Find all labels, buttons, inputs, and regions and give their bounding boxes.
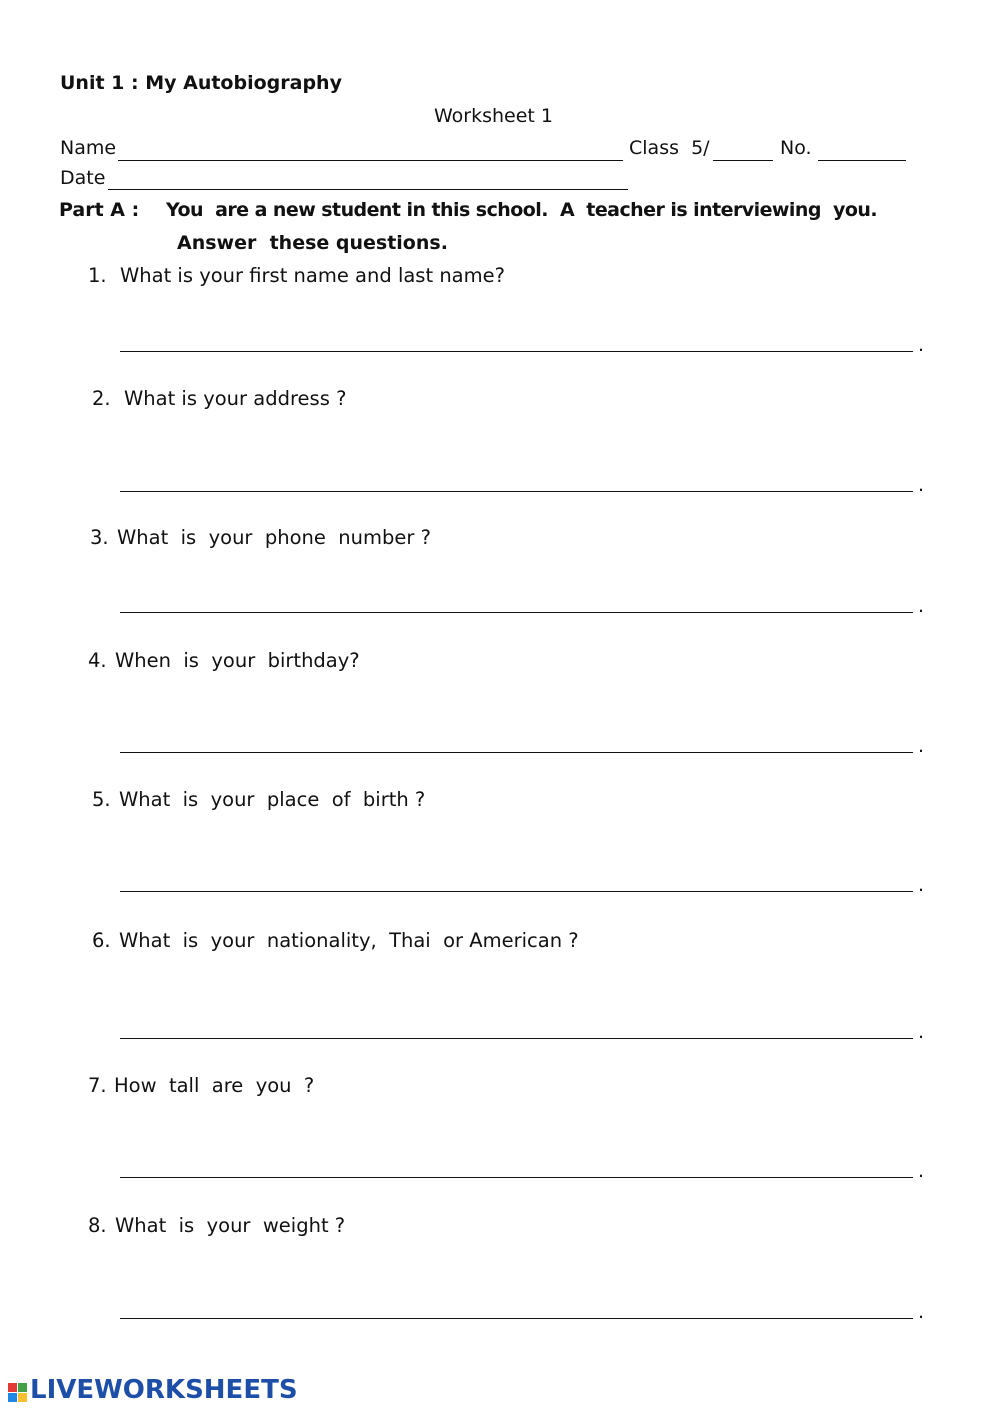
date-label: Date — [60, 167, 106, 189]
part-a-label: Part A : — [59, 199, 140, 221]
question-text: What is your first name and last name? — [120, 264, 505, 287]
part-a-instruction-line1: You are a new student in this school. A teacher is interviewing you. — [166, 199, 878, 221]
date-answer-line[interactable] — [108, 189, 628, 190]
answer-line[interactable] — [120, 752, 913, 753]
question-number: 2. — [92, 387, 111, 410]
answer-line[interactable] — [120, 1177, 913, 1178]
answer-line[interactable] — [120, 1318, 913, 1319]
answer-terminator: . — [918, 1021, 925, 1043]
liveworksheets-logo-icon — [8, 1383, 28, 1403]
name-answer-line[interactable] — [118, 160, 623, 161]
answer-line[interactable] — [120, 1038, 913, 1039]
unit-title: Unit 1 : My Autobiography — [60, 72, 342, 94]
answer-terminator: . — [918, 735, 925, 757]
question-text: How tall are you ? — [114, 1074, 315, 1097]
part-a-instruction-line2: Answer these questions. — [177, 232, 448, 254]
class-answer-line[interactable] — [713, 160, 773, 161]
answer-line[interactable] — [120, 612, 913, 613]
question-text: What is your phone number ? — [117, 526, 431, 549]
question-text: What is your nationality, Thai or American ? — [119, 929, 579, 952]
answer-line[interactable] — [120, 491, 913, 492]
worksheet-title: Worksheet 1 — [434, 105, 554, 127]
answer-terminator: . — [918, 1301, 925, 1323]
question-number: 4. — [88, 649, 107, 672]
question-number: 8. — [88, 1214, 107, 1237]
class-label: Class 5/ — [629, 137, 710, 159]
answer-line[interactable] — [120, 351, 913, 352]
question-text: What is your address ? — [124, 387, 347, 410]
question-number: 1. — [88, 264, 107, 287]
question-number: 3. — [90, 526, 109, 549]
answer-terminator: . — [918, 474, 925, 496]
question-number: 7. — [88, 1074, 107, 1097]
question-number: 6. — [92, 929, 111, 952]
question-text: What is your weight ? — [115, 1214, 346, 1237]
answer-terminator: . — [918, 1160, 925, 1182]
question-number: 5. — [92, 788, 111, 811]
answer-terminator: . — [918, 874, 925, 896]
question-text: What is your place of birth ? — [119, 788, 426, 811]
answer-terminator: . — [918, 334, 925, 356]
answer-terminator: . — [918, 595, 925, 617]
no-answer-line[interactable] — [818, 160, 906, 161]
name-label: Name — [60, 137, 117, 159]
no-label: No. — [780, 137, 812, 159]
answer-line[interactable] — [120, 891, 913, 892]
brand-logo-text[interactable]: LIVEWORKSHEETS — [30, 1375, 298, 1405]
question-text: When is your birthday? — [115, 649, 360, 672]
